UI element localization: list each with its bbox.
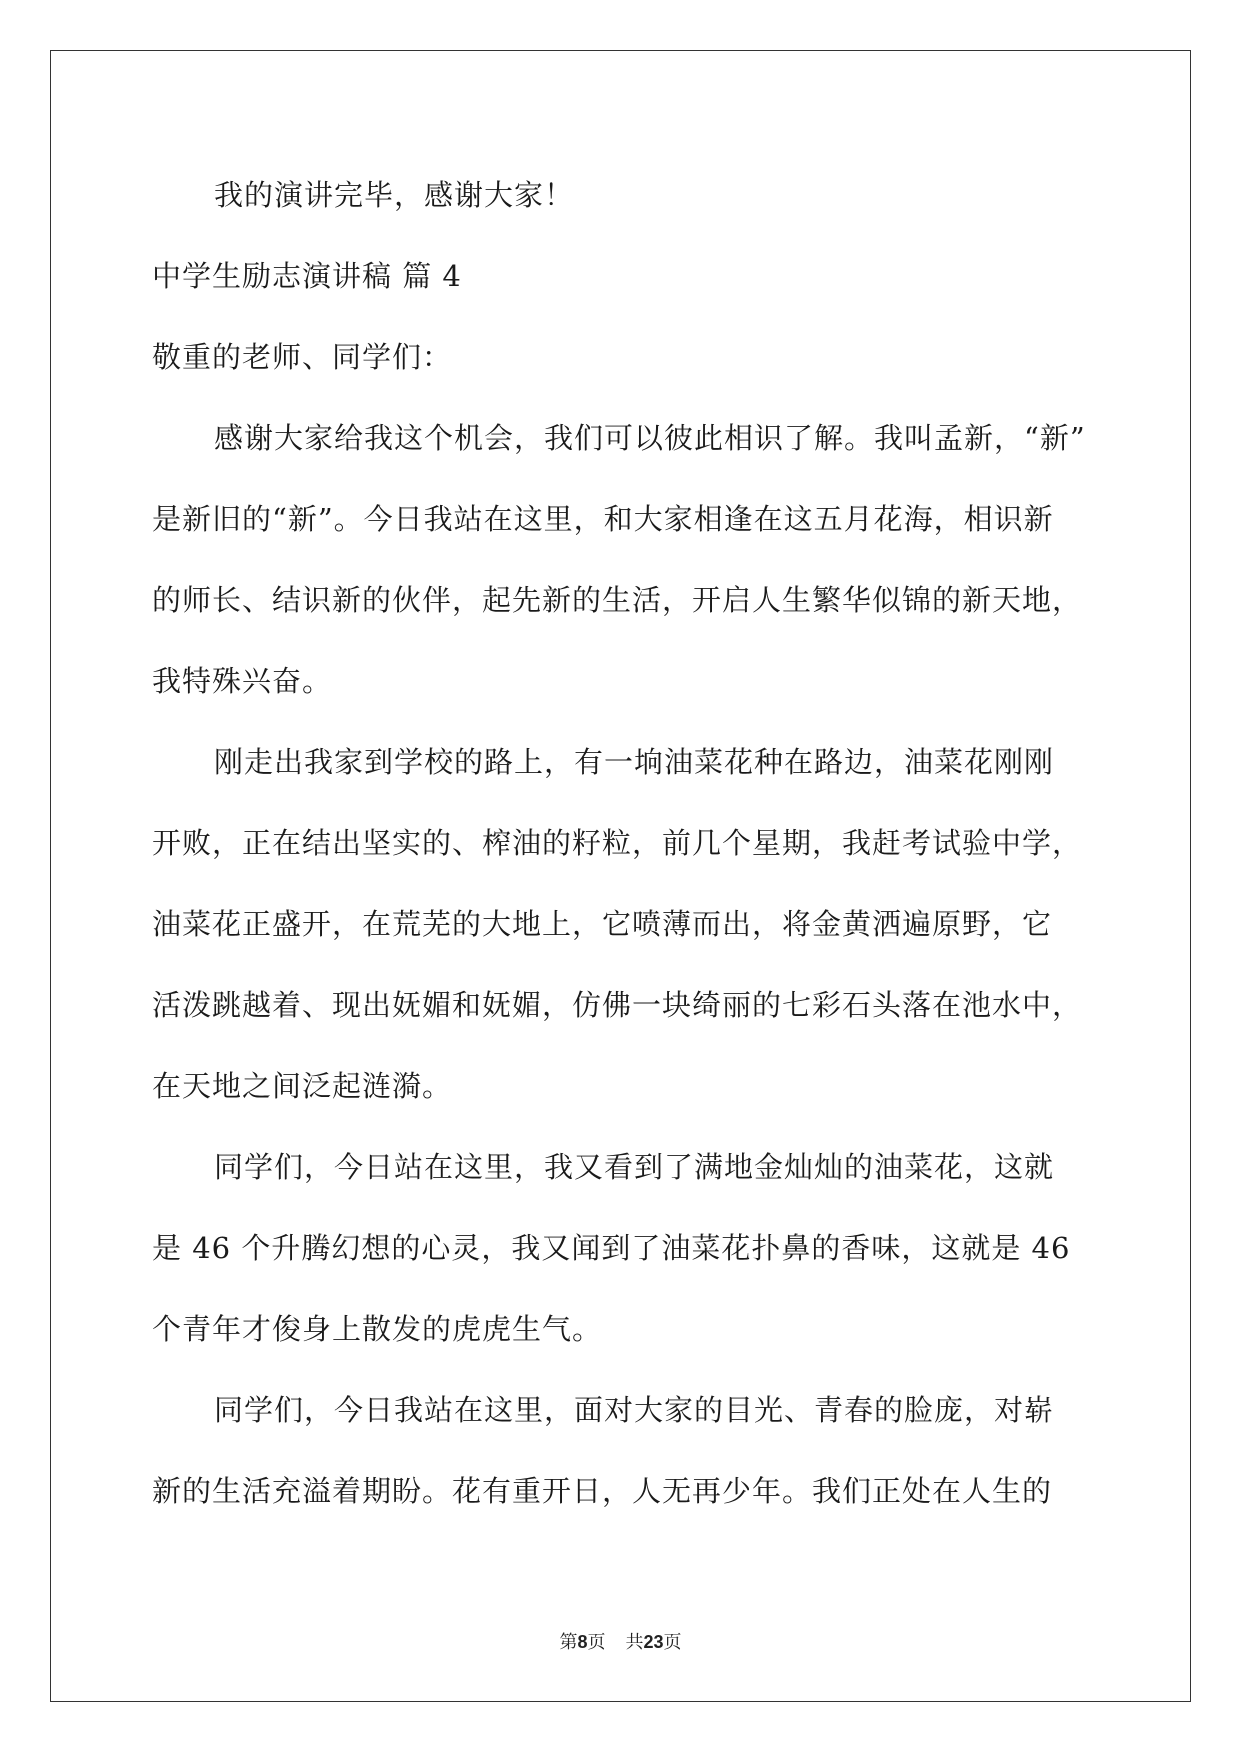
total-pages: 23 <box>643 1632 664 1652</box>
page-footer <box>0 1628 1241 1654</box>
paragraph-line: 新的生活充溢着期盼。花有重开日，人无再少年。我们正处在人生的 <box>152 1474 1053 1508</box>
paragraph-line: 是 46 个升腾幻想的心灵，我又闻到了油菜花扑鼻的香味，这就是 46 <box>152 1231 1071 1265</box>
page-label-suffix: 页 <box>587 1632 606 1653</box>
total-label-prefix: 共 <box>625 1632 644 1653</box>
paragraph-line: 个青年才俊身上散发的虎虎生气。 <box>152 1312 603 1346</box>
paragraph-line: 开败，正在结出坚实的、榨油的籽粒，前几个星期，我赶考试验中学， <box>152 826 1083 860</box>
paragraph-line: 我的演讲完毕，感谢大家！ <box>214 178 575 212</box>
section-heading: 中学生励志演讲稿 篇 4 <box>152 259 462 293</box>
paragraph-line: 的师长、结识新的伙伴，起先新的生活，开启人生繁华似锦的新天地， <box>152 583 1083 617</box>
document-body <box>152 155 1092 1532</box>
paragraph-line: 同学们，今日我站在这里，面对大家的目光、青春的脸庞，对崭 <box>214 1393 1055 1427</box>
page-label-prefix: 第 <box>559 1632 578 1653</box>
total-label-suffix: 页 <box>663 1632 682 1653</box>
paragraph-line: 油菜花正盛开，在荒芜的大地上，它喷薄而出，将金黄洒遍原野，它 <box>152 907 1053 941</box>
page-number: 8 <box>577 1632 588 1652</box>
salutation: 敬重的老师、同学们： <box>152 340 453 374</box>
paragraph-line: 是新旧的“新”。今日我站在这里，和大家相逢在这五月花海，相识新 <box>152 502 1054 536</box>
paragraph-line: 同学们，今日站在这里，我又看到了满地金灿灿的油菜花，这就 <box>214 1150 1055 1184</box>
paragraph-line: 活泼跳越着、现出妩媚和妩媚，仿佛一块绮丽的七彩石头落在池水中， <box>152 988 1083 1022</box>
paragraph-line: 刚走出我家到学校的路上，有一垧油菜花种在路边，油菜花刚刚 <box>214 745 1055 779</box>
paragraph-line: 感谢大家给我这个机会，我们可以彼此相识了解。我叫孟新，“新” <box>214 421 1086 455</box>
paragraph-line: 在天地之间泛起涟漪。 <box>152 1069 453 1103</box>
paragraph-line: 我特殊兴奋。 <box>152 664 333 698</box>
